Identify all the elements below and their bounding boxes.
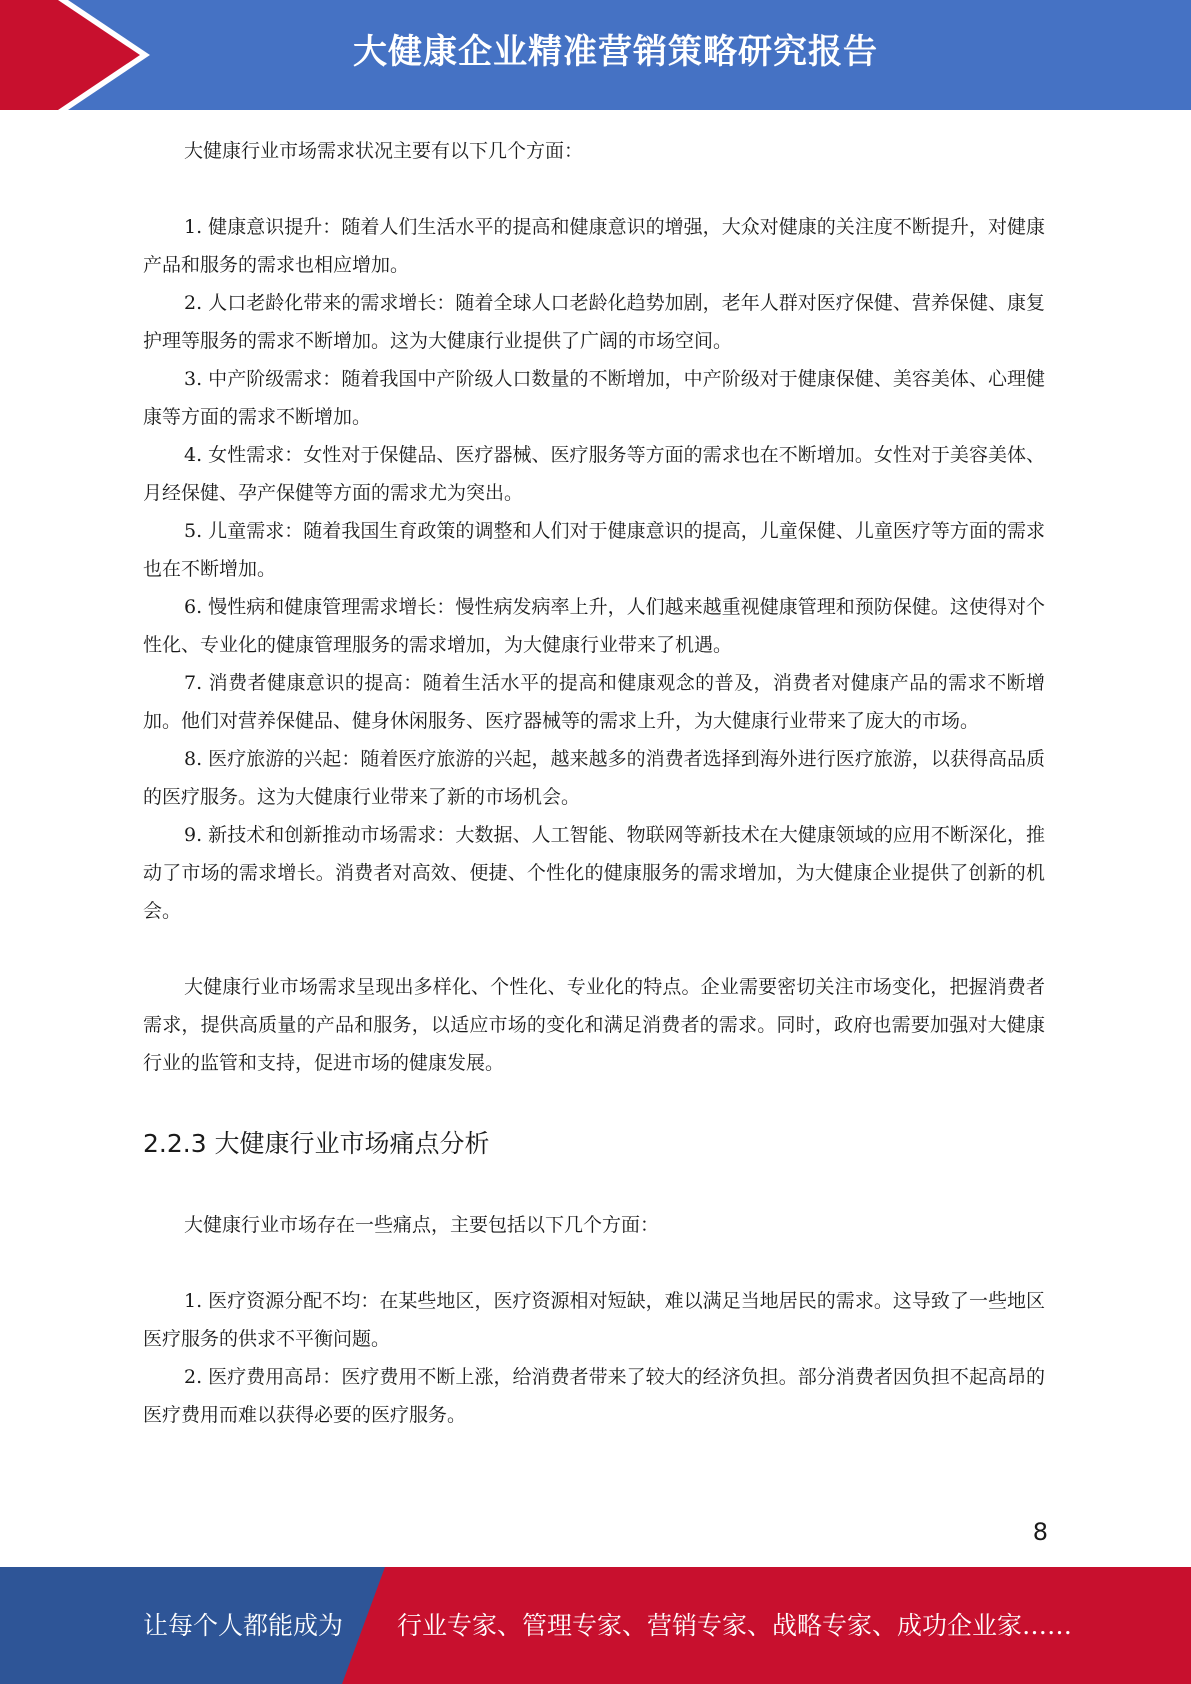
section-heading: 2.2.3 大健康行业市场痛点分析	[143, 1129, 490, 1158]
list-item: 6. 慢性病和健康管理需求增长：慢性病发病率上升，人们越来越重视健康管理和预防保健。这使得对个性化、专业化的健康管理服务的需求增加，为大健康行业带来了机遇。	[143, 596, 1045, 656]
list-item: 7. 消费者健康意识的提高：随着生活水平的提高和健康观念的普及，消费者对健康产品的需求不断增加。他们对营养保健品、健身休闲服务、医疗器械等的需求上升，为大健康行业带来了庞大的市场。	[143, 672, 1045, 732]
list-item: 1. 健康意识提升：随着人们生活水平的提高和健康意识的增强，大众对健康的关注度不断提升，对健康产品和服务的需求也相应增加。	[143, 216, 1045, 276]
list-item: 8. 医疗旅游的兴起：随着医疗旅游的兴起，越来越多的消费者选择到海外进行医疗旅游，以获得高品质的医疗服务。这为大健康行业带来了新的市场机会。	[143, 748, 1045, 808]
page-content	[143, 132, 1045, 1434]
list-item: 2. 医疗费用高昂：医疗费用不断上涨，给消费者带来了较大的经济负担。部分消费者因负担不起高昂的医疗费用而难以获得必要的医疗服务。	[143, 1366, 1045, 1426]
section-a-intro: 大健康行业市场需求状况主要有以下几个方面：	[184, 140, 584, 162]
section-a-summary: 大健康行业市场需求呈现出多样化、个性化、专业化的特点。企业需要密切关注市场变化，把握消费者需求，提供高质量的产品和服务，以适应市场的变化和满足消费者的需求。同时，政府也需要加强对大健康行业的监管和支持，促进市场的健康发展。	[143, 976, 1045, 1074]
page-header	[0, 0, 1191, 110]
page-footer	[0, 1567, 1191, 1684]
page-number: 8	[1032, 1518, 1048, 1546]
header-chevron-icon	[0, 0, 140, 110]
list-item: 4. 女性需求：女性对于保健品、医疗器械、医疗服务等方面的需求也在不断增加。女性对于美容美体、月经保健、孕产保健等方面的需求尤为突出。	[143, 444, 1045, 504]
footer-slogan-left: 让每个人都能成为	[143, 1611, 344, 1640]
list-item: 9. 新技术和创新推动市场需求：大数据、人工智能、物联网等新技术在大健康领域的应用不断深化，推动了市场的需求增长。消费者对高效、便捷、个性化的健康服务的需求增加，为大健康企业提供了创新的机会。	[143, 824, 1045, 922]
list-item: 5. 儿童需求：随着我国生育政策的调整和人们对于健康意识的提高，儿童保健、儿童医疗等方面的需求也在不断增加。	[143, 520, 1045, 580]
footer-slogan-right: 行业专家、管理专家、营销专家、战略专家、成功企业家……	[397, 1611, 1073, 1640]
report-title: 大健康企业精准营销策略研究报告	[353, 32, 878, 72]
list-item: 2. 人口老龄化带来的需求增长：随着全球人口老龄化趋势加剧，老年人群对医疗保健、营养保健、康复护理等服务的需求不断增加。这为大健康行业提供了广阔的市场空间。	[143, 292, 1045, 352]
list-item: 3. 中产阶级需求：随着我国中产阶级人口数量的不断增加，中产阶级对于健康保健、美容美体、心理健康等方面的需求不断增加。	[143, 368, 1045, 428]
section-b-intro: 大健康行业市场存在一些痛点，主要包括以下几个方面：	[184, 1214, 660, 1236]
list-item: 1. 医疗资源分配不均：在某些地区，医疗资源相对短缺，难以满足当地居民的需求。这导致了一些地区医疗服务的供求不平衡问题。	[143, 1290, 1045, 1350]
